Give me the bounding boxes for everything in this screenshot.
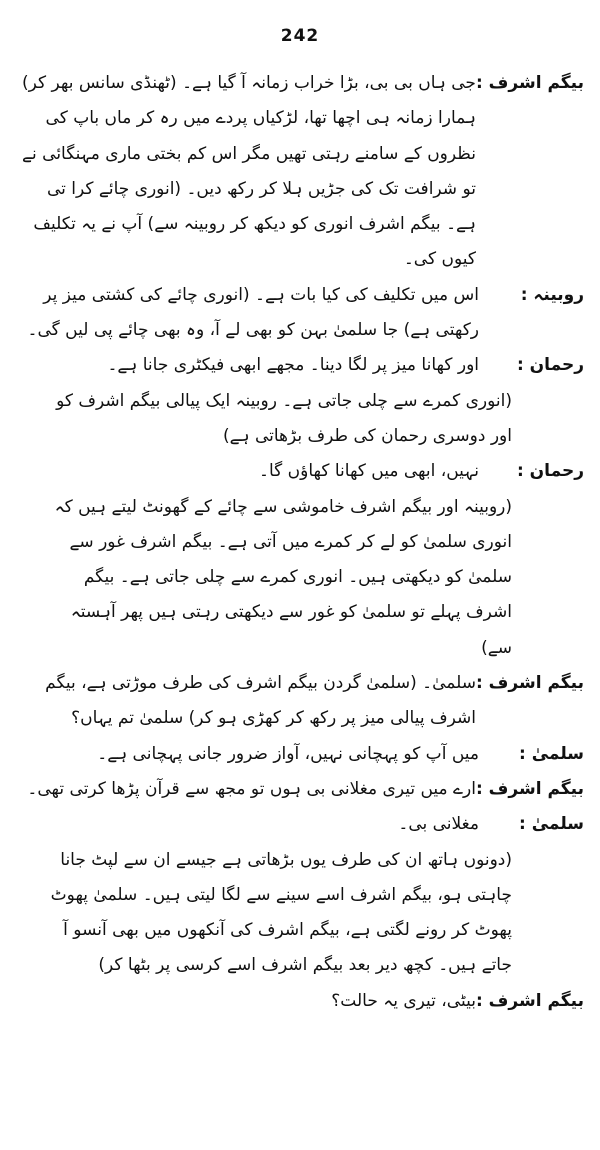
- stage-direction: (روبینہ اور بیگم اشرف خاموشی سے چائے کے گھونٹ لیتے ہیں کہ انوری سلمیٰ کو لے کر کمرے میں آتی ہے۔ بیگم اشرف غور سے سلمیٰ کو دیکھتی ہیں۔ انوری کمرے سے چلی جاتی ہے۔ بیگم اشرف پہلے تو سلمیٰ کو غور سے دیکھتی رہتی ہیں پھر آہستہ سے): [54, 496, 512, 658]
- dialogue-entry: [16, 984, 584, 1019]
- dialogue-text: اس میں تکلیف کی کیا بات ہے۔ (انوری چائے کی کشتی میز پر رکھتی ہے) جا سلمیٰ بہن کو بھی لے آ، وہ بھی چائے پی لیں گی۔: [27, 284, 479, 341]
- dialogue-text: مغلانی بی۔: [398, 814, 479, 835]
- dialogue-text: اور کھانا میز پر لگا دینا۔ مجھے ابھی فیکٹری جانا ہے۔: [107, 355, 479, 376]
- speaker-name: رحمان :: [516, 355, 584, 376]
- dialogue-text: سلمیٰ۔ (سلمیٰ گردن بیگم اشرف کی طرف موڑتی ہے، بیگم اشرف پیالی میز پر رکھ کر کھڑی ہو کر) سلمیٰ تم یہاں؟: [45, 673, 476, 729]
- speaker-name: رحمان :: [516, 461, 584, 482]
- speaker-name: روبینہ :: [520, 284, 584, 305]
- dialogue-entry: [16, 737, 584, 772]
- dialogue-entry: [16, 348, 584, 383]
- dialogue-entry: [16, 66, 584, 278]
- speaker-name: بیگم اشرف :: [475, 990, 584, 1011]
- dialogue-entry: [16, 278, 584, 349]
- speaker-name: بیگم اشرف :: [475, 73, 584, 93]
- dialogue-entry: [16, 454, 584, 489]
- speaker-name: بیگم اشرف :: [475, 778, 584, 799]
- stage-direction: (انوری کمرے سے چلی جاتی ہے۔ روبینہ ایک پیالی بیگم اشرف کو اور دوسری رحمان کی طرف بڑھاتی ہے): [56, 390, 512, 446]
- speaker-name: سلمیٰ :: [519, 814, 584, 835]
- speaker-name: بیگم اشرف :: [475, 673, 584, 694]
- dialogue-text: جی ہاں بی بی، بڑا خراب زمانہ آ گیا ہے۔ (ٹھنڈی سانس بھر کر) ہمارا زمانہ ہی اچھا تھا، لڑکیاں پردے میں رہ کر ماں باپ کی نظروں کے سامنے رہتی تھیں مگر اس کم بختی ماری مہنگائی نے تو شرافت تک کی جڑیں ہلا کر رکھ دیں۔ (انوری چائے کرا تی ہے۔ بیگم اشرف انوری کو دیکھ کر روبینہ سے) آپ نے یہ تکلیف کیوں کی۔: [22, 73, 476, 270]
- dialogue-text: ارے میں تیری مغلانی بی ہوں تو مجھ سے قرآن پڑھا کرتی تھی۔: [27, 778, 476, 799]
- script-body: [16, 66, 584, 1019]
- dialogue-entry: [16, 807, 584, 842]
- stage-direction: (دونوں ہاتھ ان کی طرف یوں بڑھاتی ہے جیسے ان سے لپٹ جانا چاہتی ہو، بیگم اشرف اسے سینے سے لگا لیتی ہیں۔ سلمیٰ پھوٹ پھوٹ کر رونے لگتی ہے، بیگم اشرف کی آنکھوں میں بھی آنسو آ جاتے ہیں۔ کچھ دیر بعد بیگم اشرف اسے کرسی پر بٹھا کر): [50, 849, 512, 976]
- dialogue-text: میں آپ کو پہچانی نہیں، آواز ضرور جانی پہچانی ہے۔: [97, 743, 479, 764]
- speaker-name: سلمیٰ :: [519, 743, 584, 764]
- dialogue-text: بیٹی، تیری یہ حالت؟: [331, 990, 476, 1011]
- page-number: 242: [280, 26, 320, 46]
- dialogue-entry: [16, 666, 584, 737]
- dialogue-text: نہیں، ابھی میں کھانا کھاؤں گا۔: [259, 461, 479, 482]
- dialogue-entry: [16, 772, 584, 807]
